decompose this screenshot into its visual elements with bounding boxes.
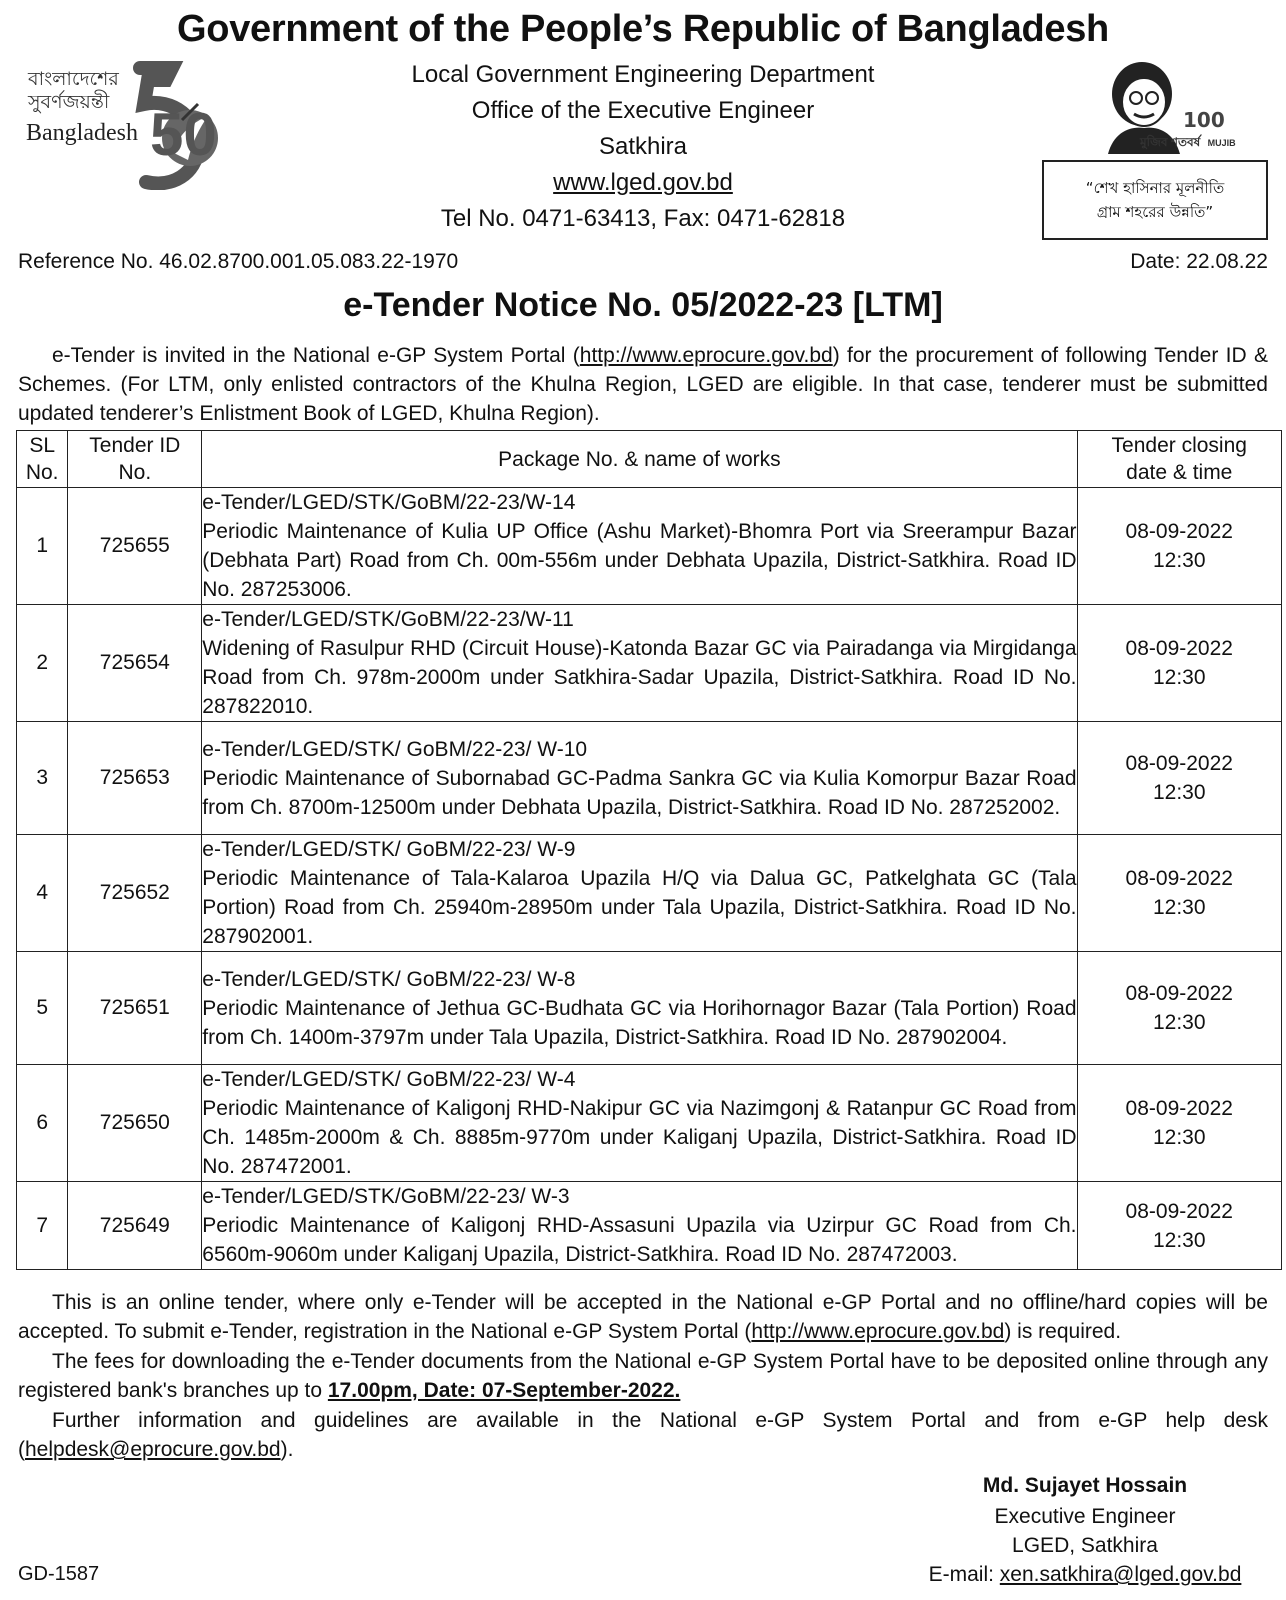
cell-work [202,952,1077,1065]
notice-date: Date: 22.08.22 [1130,250,1268,273]
cell-sl: 2 [17,605,68,722]
online-tender-paragraph [18,1288,1268,1346]
jubilee-bangla-line2: সুবর্ণজয়ন্তী [28,91,110,113]
online-text-1: This is an online tender, where only e-Tender will be accepted in the National e-GP Portal and no offline/hard copies will be accepted. To submit e-Tender, registration in the National e-GP System Portal ( [18,1291,1268,1343]
package-number: e-Tender/LGED/STK/ GoBM/22-23/ W-10 [202,737,588,761]
package-number: e-Tender/LGED/STK/GoBM/22-23/ W-3 [202,1185,570,1208]
further-text-2: ). [280,1438,294,1461]
closing-date: 08-09-2022 [1125,637,1233,660]
table-row [17,488,1282,605]
table-row [17,722,1282,835]
office-location: Satkhira [598,133,688,160]
cell-sl: 5 [17,952,68,1065]
signatory-title: Executive Engineer [994,1505,1176,1528]
table-header-row [17,431,1282,488]
cell-sl: 6 [17,1065,68,1182]
work-description: Periodic Maintenance of Kulia UP Office (Ashu Market)-Bhomra Port via Sreerampur Bazar (Debhata Part) Road from Ch. 00m-556m under Debhata Upazila, District-Satkhira. Road ID No. 287253006. [202,520,1077,601]
bangladesh-50-logo [22,60,232,190]
tender-table [16,430,1282,1270]
cell-sl: 3 [17,722,68,835]
closing-date: 08-09-2022 [1125,520,1233,543]
signatory-email-link[interactable]: xen.satkhira@lged.gov.bd [999,1563,1242,1586]
work-description: Widening of Rasulpur RHD (Circuit House)-Katonda Bazar GC via Pairadanga via Mirgidanga Road from Ch. 978m-2000m under Satkhira-Sadar Upazila, District-Satkhira. Road ID No. 287822010. [202,637,1077,718]
cell-tender-id: 725653 [68,722,202,835]
cell-closing [1077,605,1281,722]
cell-closing [1077,1182,1281,1270]
office-name: Office of the Executive Engineer [471,97,815,124]
cell-closing [1077,488,1281,605]
cell-work [202,605,1077,722]
closing-date: 08-09-2022 [1125,752,1233,775]
header-tender-id: Tender ID No. [68,431,202,488]
cell-work [202,1065,1077,1182]
cell-work [202,722,1077,835]
table-row [17,835,1282,952]
cell-tender-id: 725650 [68,1065,202,1182]
slogan-box [1042,160,1268,240]
further-info-paragraph [18,1406,1268,1464]
online-text-2: ) is required. [1004,1320,1122,1343]
slogan-line2: গ্রাম শহরের উন্নতি” [1096,203,1214,221]
cell-tender-id: 725649 [68,1182,202,1270]
package-number: e-Tender/LGED/STK/ GoBM/22-23/ W-4 [202,1068,576,1091]
package-number: e-Tender/LGED/STK/GoBM/22-23/W-11 [202,608,574,631]
cell-tender-id: 725651 [68,952,202,1065]
signatory-email [900,1560,1270,1589]
website-link[interactable]: www.lged.gov.bd [553,169,733,196]
jubilee-bangla-line1: বাংলাদেশের [28,68,119,90]
table-row [17,952,1282,1065]
reference-number: Reference No. 46.02.8700.001.05.083.22-1970 [18,250,459,273]
closing-date: 08-09-2022 [1125,982,1233,1005]
closing-time: 12:30 [1152,549,1206,572]
gd-number: GD-1587 [18,1563,100,1585]
fees-deadline: 17.00pm, Date: 07-September-2022. [327,1379,681,1402]
closing-time: 12:30 [1152,896,1206,919]
header-sl: SL No. [17,431,68,488]
intro-text-2: ) for the procurement of following Tender ID & Schemes. (For LTM, only enlisted contractors of the Khulna Region, LGED are eligible. In that case, tenderer must be submitted updated tenderer’s Enlistment Book of LGED, Khulna Region). [18,344,1268,425]
closing-time: 12:30 [1152,666,1206,689]
table-row [17,1065,1282,1182]
work-description: Periodic Maintenance of Jethua GC-Budhata GC via Horihornagor Bazar (Tala Portion) Road from Ch. 1400m-3797m under Tala Upazila, District-Satkhira. Road ID No. 287902004. [202,996,1077,1049]
jubilee-number: 50 [150,101,217,168]
intro-paragraph [18,341,1268,428]
closing-date: 08-09-2022 [1125,1199,1233,1223]
fees-text: The fees for downloading the e-Tender documents from the National e-GP System Portal have to be deposited online through any registered bank's branches up to [18,1350,1268,1402]
jubilee-english-text: Bangladesh [26,120,138,146]
signatory-name: Md. Sujayet Hossain [982,1474,1188,1497]
department-name: Local Government Engineering Department [411,61,875,88]
government-title: Government of the People’s Republic of Bangladesh [177,8,1109,50]
cell-work [202,1182,1077,1270]
cell-closing [1077,1065,1281,1182]
email-label: E-mail: [928,1563,1000,1586]
helpdesk-email-link[interactable]: helpdesk@eprocure.gov.bd [25,1438,281,1461]
package-number: e-Tender/LGED/STK/ GoBM/22-23/ W-9 [202,838,576,861]
work-description: Periodic Maintenance of Kaligonj RHD-Nakipur GC via Nazimgonj & Ratanpur GC Road from Ch. 1485m-2000m & Ch. 8885m-9770m under Kaliganj Upazila, District-Satkhira. Road ID No. 287472001. [202,1097,1077,1178]
header-work: Package No. & name of works [202,431,1077,488]
closing-time: 12:30 [1152,1126,1206,1149]
cell-tender-id: 725655 [68,488,202,605]
header-closing: Tender closing date & time [1077,431,1281,488]
cell-work [202,488,1077,605]
cell-tender-id: 725652 [68,835,202,952]
table-row [17,605,1282,722]
further-text-1: Further information and guidelines are available in the National e-GP System Portal and from e-GP help desk ( [18,1409,1268,1461]
work-description: Periodic Maintenance of Kaligonj RHD-Assasuni Upazila via Uzirpur GC Road from Ch. 6560m-9060m under Kaliganj Upazila, District-Satkhira. Road ID No. 287472003. [202,1214,1077,1266]
mujib-100-text [1140,134,1236,154]
contact-line: Tel No. 0471-63413, Fax: 0471-62818 [440,205,846,232]
table-row [17,1182,1282,1270]
jubilee-bangla-text [28,68,119,114]
closing-time: 12:30 [1152,1011,1206,1034]
notice-title: e-Tender Notice No. 05/2022-23 [LTM] [343,286,943,324]
cell-sl: 4 [17,835,68,952]
intro-text-1: e-Tender is invited in the National e-GP System Portal ( [52,344,580,367]
mujib-100-number: 100 [1183,108,1225,132]
cell-closing [1077,835,1281,952]
closing-date: 08-09-2022 [1125,867,1233,890]
eprocure-link[interactable]: http://www.eprocure.gov.bd [579,344,833,367]
work-description: Periodic Maintenance of Subornabad GC-Padma Sankra GC via Kulia Komorpur Bazar Road from Ch. 8700m-12500m under Debhata Upazila, District-Satkhira. Road ID No. 287252002. [202,766,1077,819]
cell-work [202,835,1077,952]
slogan-line1: “শেখ হাসিনার মূলনীতি [1085,179,1225,197]
closing-date: 08-09-2022 [1125,1097,1233,1120]
cell-sl: 1 [17,488,68,605]
mujib-english-text: MUJIB [1207,138,1236,148]
closing-time: 12:30 [1152,781,1206,804]
fees-paragraph [18,1347,1268,1405]
cell-sl: 7 [17,1182,68,1270]
eprocure-link-2[interactable]: http://www.eprocure.gov.bd [751,1320,1005,1343]
work-description: Periodic Maintenance of Tala-Kalaroa Upazila H/Q via Dalua GC, Patkelghata GC (Tala Portion) Road from Ch. 25940m-28950m under Tala Upazila, District-Satkhira. Road ID No. 287902001. [202,867,1077,948]
package-number: e-Tender/LGED/STK/ GoBM/22-23/ W-8 [202,967,576,991]
signatory-office: LGED, Satkhira [1012,1534,1158,1557]
cell-closing [1077,952,1281,1065]
mujib-bangla-text: মুজিব শতবর্ষ [1140,135,1201,149]
closing-time: 12:30 [1152,1228,1206,1252]
cell-tender-id: 725654 [68,605,202,722]
cell-closing [1077,722,1281,835]
package-number: e-Tender/LGED/STK/GoBM/22-23/W-14 [202,491,576,514]
